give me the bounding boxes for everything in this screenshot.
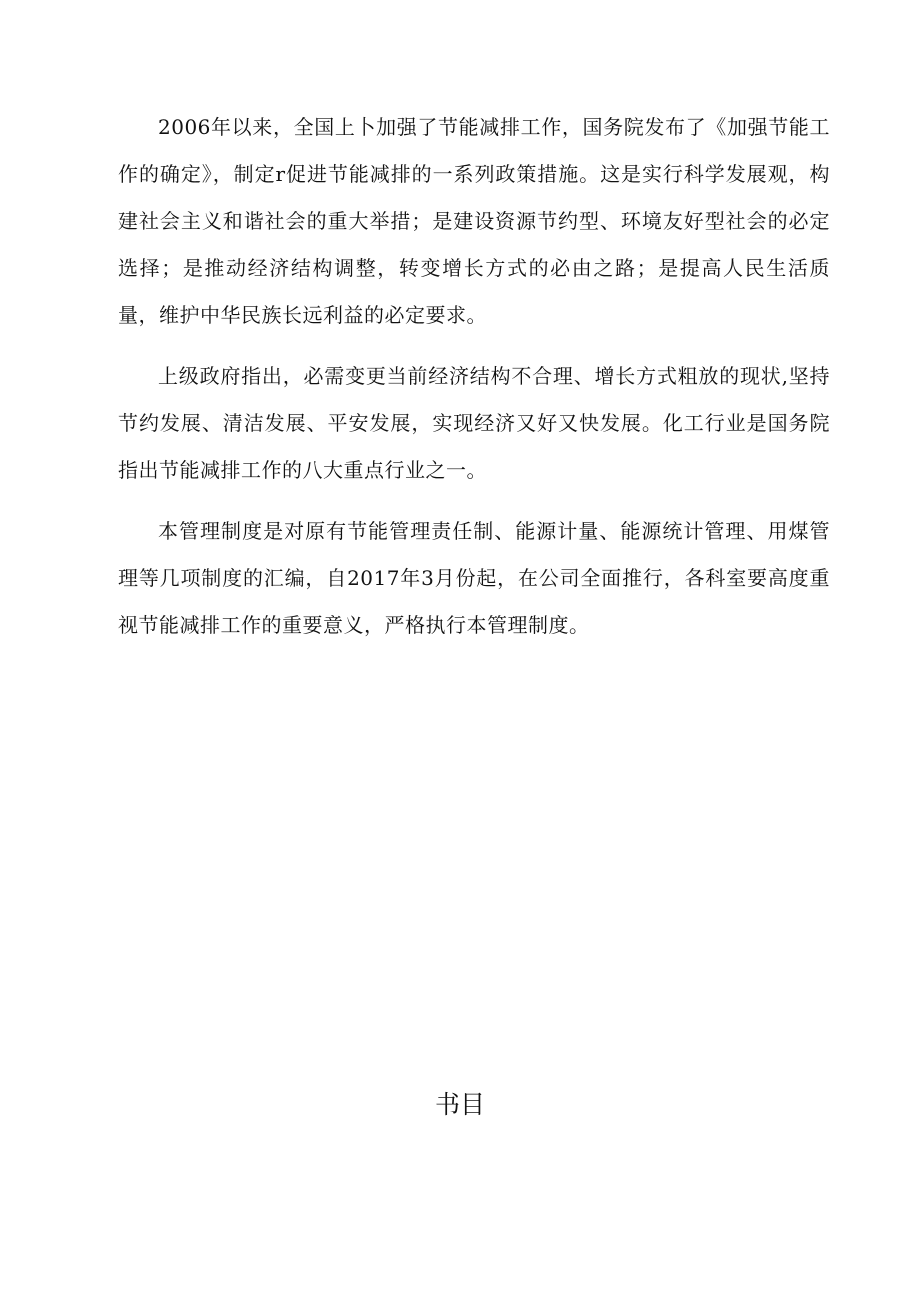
paragraph-1: 2006年以来，全国上卜加强了节能减排工作，国务院发布了《加强节能工作的确定》，制定r促进节能减排的一系列政策措施。这是实行科学发展观，构建社会主义和谐社会的重大举措；是建设资源节约型、环境友好型社会的必定选择；是推动经济结构调整，转变增长方式的必由之路；是提高人民生活质量，维护中华民族长远利益的必定要求。 xyxy=(118,115,830,327)
paragraph-2: 上级政府指出，必需变更当前经济结构不合理、增长方式粗放的现状,坚持节约发展、清洁发展、平安发展，实现经济又好又快发展。化工行业是国务院指出节能减排工作的八大重点行业之一。 xyxy=(118,364,830,482)
section-heading: 书目 xyxy=(434,1090,485,1119)
body-text xyxy=(118,104,830,663)
paragraph-3: 本管理制度是对原有节能管理责任制、能源计量、能源统计管理、用煤管理等几项制度的汇编，自2017年3月份起，在公司全面推行，各科室要高度重视节能减排工作的重要意义，严格执行本管理制度。 xyxy=(118,519,830,637)
